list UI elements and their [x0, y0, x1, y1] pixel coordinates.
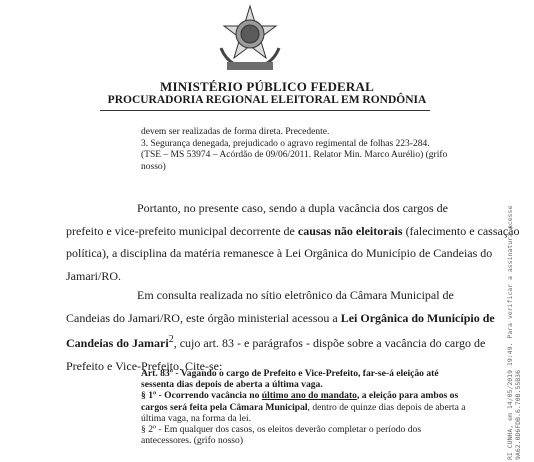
paragraph-line: Portanto, no presente caso, sendo a dupla vacância dos cargos de	[137, 201, 449, 215]
bold-phrase: Candeias do Jamari	[66, 336, 169, 350]
article-line: última vaga, na forma da lei.	[141, 412, 252, 424]
header-org: MINISTÉRIO PÚBLICO FEDERAL	[160, 79, 374, 94]
header-divider	[100, 110, 430, 111]
quote-line: (TSE – MS 53974 – Acórdão de 09/06/2011. Relator Min. Marco Aurélio) (grifo	[141, 150, 448, 161]
quotation-block-top	[141, 127, 501, 173]
article-line: § 1º - Ocorrendo vacância no último ano do mandato, a eleição para ambos os	[141, 390, 459, 402]
paragraph-line: Prefeito e Vice-Prefeito. Cite-se:	[66, 358, 223, 373]
bold-phrase: causas não eleitorais	[297, 223, 403, 238]
quote-line: nosso)	[141, 161, 166, 172]
article-83-quotation	[141, 368, 501, 446]
quote-line: 3. Segurança denegada, prejudicado o agravo regimental de folhas 223-284.	[141, 138, 430, 149]
digital-signature-stamp	[506, 205, 526, 462]
quote-line: devem ser realizadas de forma direta. Precedente.	[141, 127, 330, 137]
coat-of-arms-seal	[213, 4, 287, 74]
paragraph-line: prefeito e vice-prefeito municipal decorrente de causas não eleitorais (falecimento e cassação	[66, 223, 520, 238]
article-line: sessenta dias depois de aberta a última vaga.	[141, 379, 323, 391]
paragraph-line: Em consulta realizada no sítio eletrônico da Câmara Municipal de	[137, 288, 454, 302]
paragraph-portanto	[66, 197, 520, 287]
paragraph-line: Jamari/RO.	[66, 268, 121, 283]
paragraph-line: Candeias do Jamari$^2$, cujo art. 83 - e parágrafos - dispõe sobre a vacância do cargo de	[66, 334, 486, 350]
article-line: § 2º - Em qualquer dos casos, os eleitos deverão completar o período dos	[141, 424, 422, 436]
bold-phrase: Lei Orgânica do Município de	[340, 310, 495, 325]
article-line: antecessores. (grifo nosso)	[141, 435, 244, 447]
signature-stamp-text: RI CUNHA, em 14/05/2019 19:49. Para verificar a assinatura acesse 9A62.0D6FDB.6.70B.55B36	[506, 205, 522, 460]
article-line: Art. 83º - Vagando o cargo de Prefeito e Vice-Prefeito, far-se-á eleição até	[141, 368, 439, 379]
article-line: cargos será feita pela Câmara Municipal, dentro de quinze dias depois de aberta a	[141, 401, 466, 413]
header-office: PROCURADORIA REGIONAL ELEITORAL EM RONDÔNIA	[107, 94, 427, 106]
footnote-ref[interactable]: 2	[168, 334, 174, 345]
paragraph-line: política), a disciplina da matéria remanesce à Lei Orgânica do Município de Candeias do	[66, 246, 493, 260]
underlined-phrase: último ano do mandato	[261, 390, 357, 402]
paragraph-line: Candeias do Jamari/RO, este órgão ministerial acessou a Lei Orgânica do Município de	[66, 310, 495, 325]
paragraph-consulta	[66, 284, 506, 377]
